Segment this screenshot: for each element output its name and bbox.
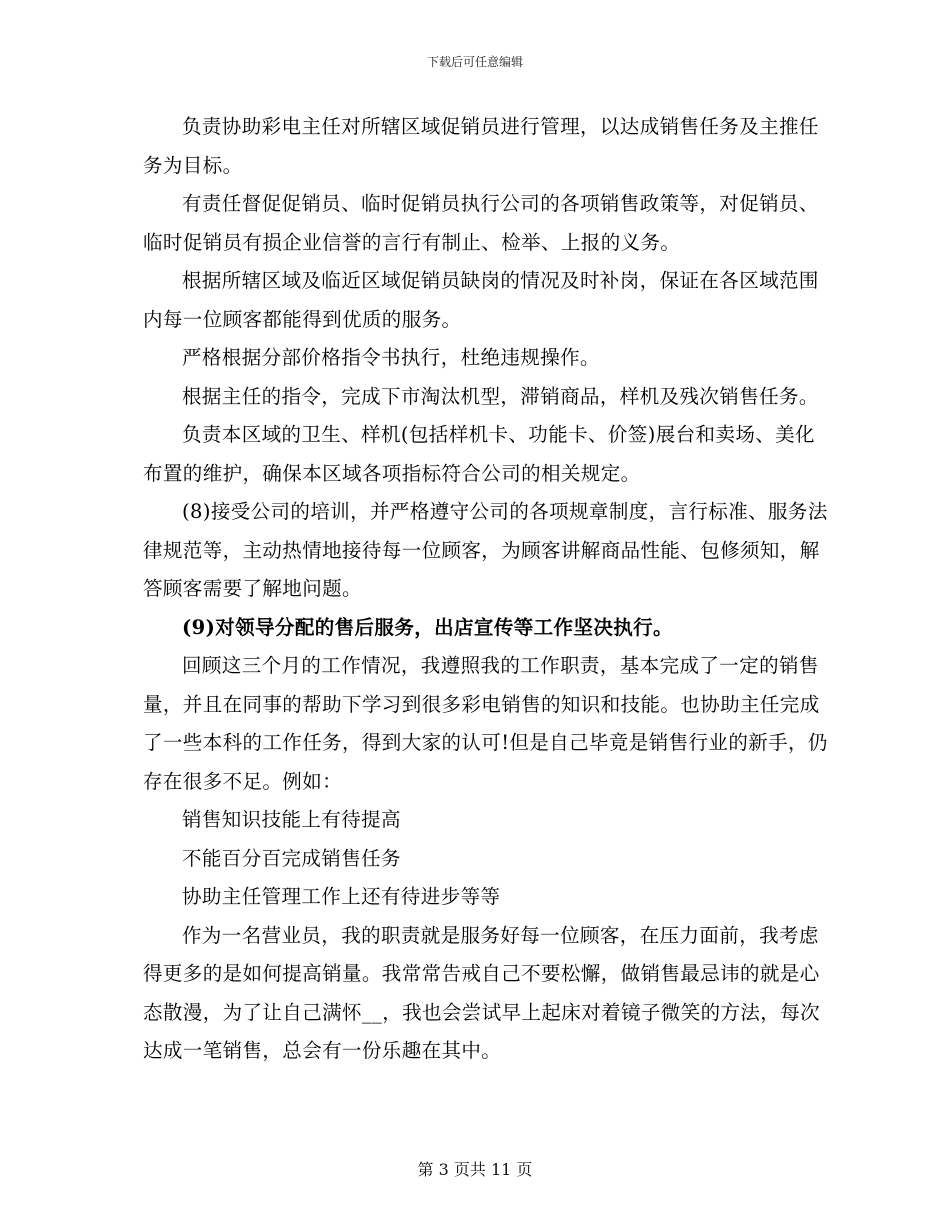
paragraph: 根据所辖区域及临近区域促销员缺岗的情况及时补岗，保证在各区域范围内每一位顾客都能得到优质的服务。 [143,269,819,331]
paragraph: 根据主任的指令，完成下市淘汰机型，滞销商品，样机及残次销售任务。 [182,384,819,408]
paragraph: 有责任督促促销员、临时促销员执行公司的各项销售政策等，对促销员、临时促销员有损企业信誉的言行有制止、检举、上报的义务。 [143,192,819,254]
list-item: 不能百分百完成销售任务 [182,846,401,870]
paragraph: 回顾这三个月的工作情况，我遵照我的工作职责，基本完成了一定的销售量，并且在同事的帮助下学习到很多彩电销售的知识和技能。也协助主任完成了一些本科的工作任务，得到大家的认可!但是自己毕竟是销售行业的新手，仍存在很多不足。例如： [143,654,828,793]
paragraph-bold: (9)对领导分配的售后服务，出店宣传等工作坚决执行。 [182,615,673,639]
paragraph: 负责本区域的卫生、样机(包括样机卡、功能卡、价签)展台和卖场、美化布置的维护，确保本区域各项指标符合公司的相关规定。 [143,423,815,485]
document-body [143,108,833,1071]
paragraph: 作为一名营业员，我的职责就是服务好每一位顾客，在压力面前，我考虑得更多的是如何提高销量。我常常告戒自己不要松懈，做销售最忌讳的就是心态散漫，为了让自己满怀__，我也会尝试早上起床对着镜子微笑的方法，每次达成一笔销售，总会有一份乐趣在其中。 [143,923,821,1062]
page-number: 第 3 页共 11 页 [417,1160,533,1179]
paragraph: 负责协助彩电主任对所辖区域促销员进行管理，以达成销售任务及主推任务为目标。 [143,115,819,177]
paragraph: (8)接受公司的培训，并严格遵守公司的各项规章制度，言行标准、服务法律规范等，主动热情地接待每一位顾客，为顾客讲解商品性能、包修须知，解答顾客需要了解地问题。 [143,500,828,600]
list-item: 协助主任管理工作上还有待进步等等 [182,885,501,908]
paragraph: 严格根据分部价格指令书执行，杜绝违规操作。 [182,346,600,369]
page-header: 下载后可任意编辑 [426,55,523,69]
list-item: 销售知识技能上有待提高 [182,808,401,831]
